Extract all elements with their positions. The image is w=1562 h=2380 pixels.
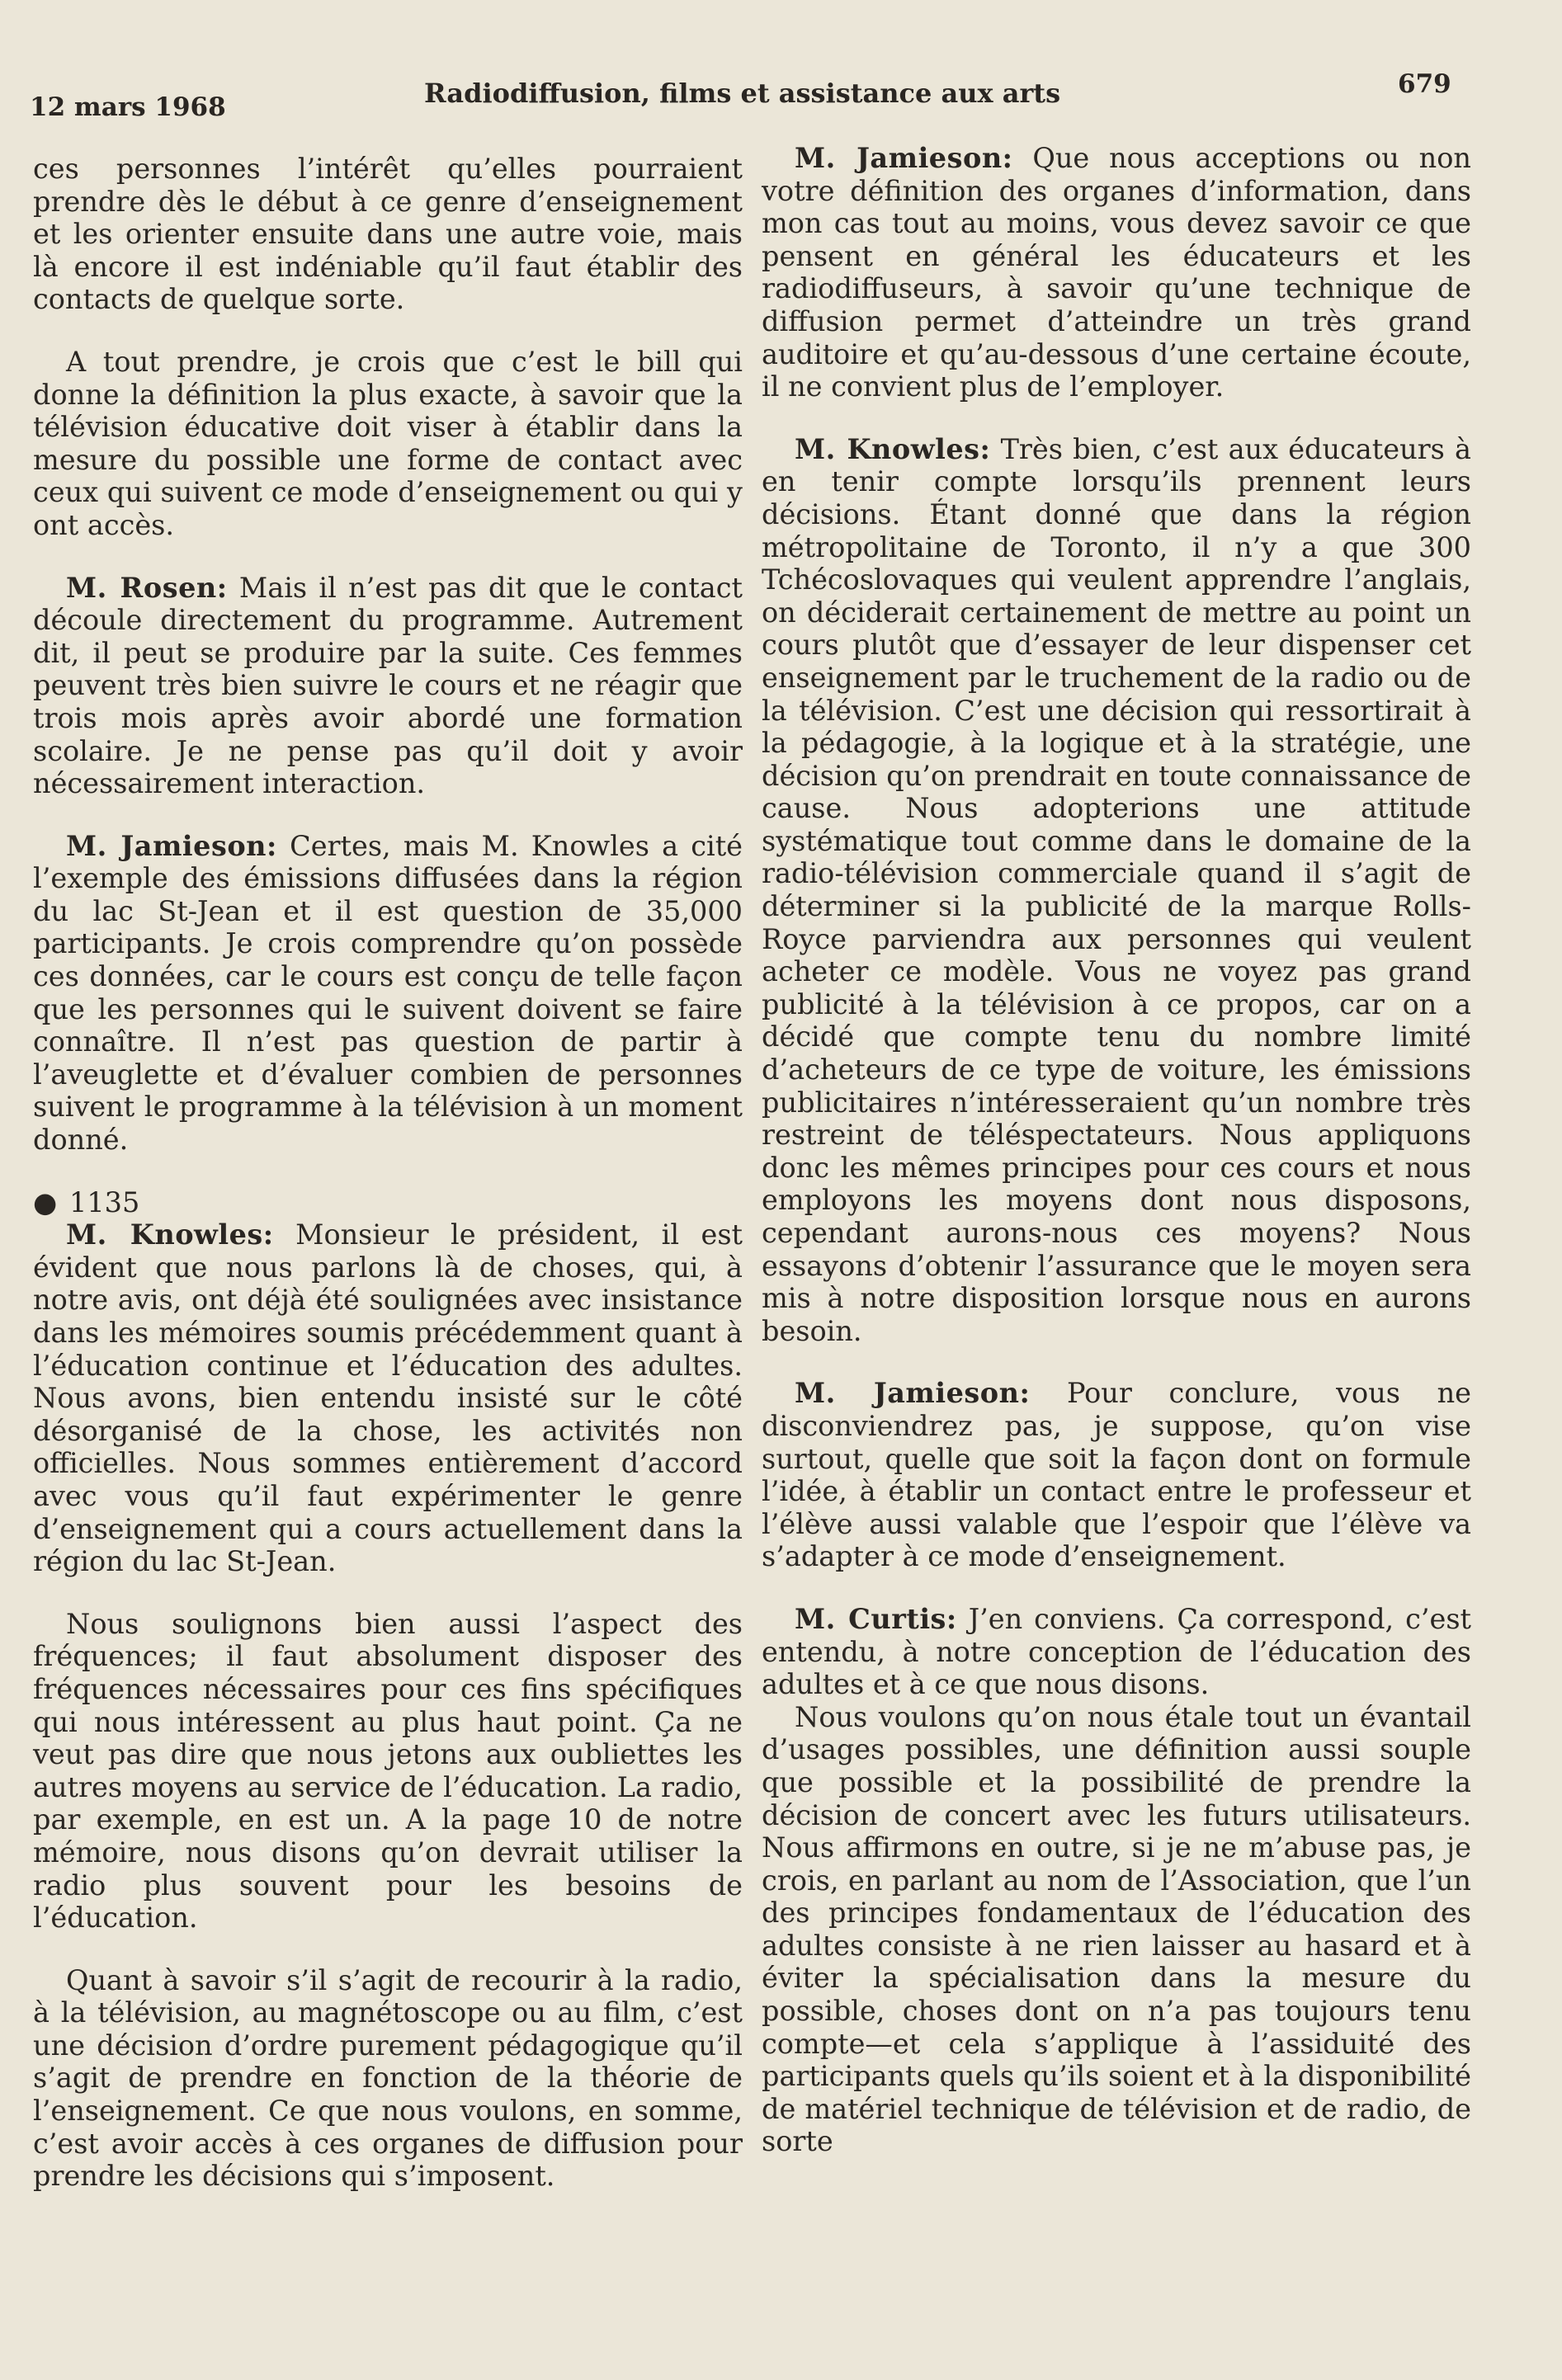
paragraph <box>762 1603 1471 1701</box>
paragraph-text: Quant à savoir s’il s’agit de recourir à la radio, à la télévision, au magnétoscope ou au film, c’est une décision d’ordre purement pédagogique qu’il s’agit de prendre en fonction de la théorie de l’enseignement. Ce que nous voulons, en somme, c’est avoir accès à ces organes de diffusion pour prendre les décisions qui s’imposent. <box>33 1963 743 2193</box>
paragraph-text: Monsieur le président, il est évident que nous parlons là de choses, qui, à notre avis, ont déjà été soulignées avec insistance dans les mémoires soumis précédemment quant à l’éducation continue et l’éducation des adultes. Nous avons, bien entendu insisté sur le côté désorganisé de la chose, les activités non officielles. Nous sommes entièrement d’accord avec vous qu’il faut expérimenter le genre d’enseignement qui a cours actuellement dans la région du lac St-Jean. <box>33 1218 743 1578</box>
paragraph-text: J’en conviens. Ça correspond, c’est entendu, à notre conception de l’éducation des adultes et à ce que nous disons. <box>762 1602 1471 1701</box>
paragraph-text: ces personnes l’intérêt qu’elles pourraient prendre dès le début à ce genre d’enseignement et les orienter ensuite dans une autre voie, mais là encore il est indéniable qu’il faut établir des contacts de quelque sorte. <box>33 153 743 316</box>
time-marker <box>33 1186 743 1219</box>
time-marker-label: 1135 <box>69 1185 140 1218</box>
left-column <box>33 153 743 2222</box>
bullet-icon: ● <box>33 1185 58 1218</box>
paragraph <box>762 142 1471 403</box>
paragraph <box>762 433 1471 1348</box>
paragraph-text: Certes, mais M. Knowles a cité l’exemple des émissions diffusées dans la région du lac St-Jean et il est question de 35,000 participants. Je crois comprendre qu’on possède ces données, car le cours est conçu de telle façon que les personnes qui le suivent doivent se faire connaître. Il n’est pas question de partir à l’aveuglette et d’évaluer combien de personnes suivent le programme à la télévision à un moment donné. <box>33 829 743 1157</box>
paragraph-text: Mais il n’est pas dit que le contact découle directement du programme. Autrement dit, il peut se produire par la suite. Ces femmes peuvent très bien suivre le cours et ne réagir que trois mois après avoir abordé une formation scolaire. Je ne pense pas qu’il doit y avoir nécessairement interaction. <box>33 571 743 800</box>
paragraph <box>33 1964 743 2193</box>
speaker-name: M. Rosen: <box>66 571 228 604</box>
header-title: Radiodiffusion, films et assistance aux arts <box>424 78 1061 109</box>
paragraph <box>33 830 743 1157</box>
page-number: 679 <box>1398 69 1451 99</box>
paragraph-text: Pour conclure, vous ne disconviendrez pas, je suppose, qu’on vise surtout, quelle que soit la façon dont on formule l’idée, à établir un contact entre le professeur et l’élève aussi valable que l’espoir que l’élève va s’adapter à ce mode d’enseignement. <box>762 1377 1471 1573</box>
paragraph <box>33 572 743 800</box>
header-date: 12 mars 1968 <box>30 92 226 122</box>
paragraph-text: Que nous acceptions ou non votre définition des organes d’information, dans mon cas tout au moins, vous devez savoir ce que pensent en général les éducateurs et les radiodiffuseurs, à savoir qu’une technique de diffusion permet d’atteindre un très grand auditoire et qu’au-dessous d’une certaine écoute, il ne convient plus de l’employer. <box>762 142 1471 403</box>
speaker-name: M. Jamieson: <box>66 829 277 862</box>
paragraph-text: Très bien, c’est aux éducateurs à en tenir compte lorsqu’ils prennent leurs décisions. Étant donné que dans la région métropolitaine de Toronto, il n’y a que 300 Tchécoslovaques qui veulent apprendre l’anglais, on déciderait certainement de mettre au point un cours plutôt que d’essayer de leur dispenser cet enseignement par le truchement de la radio ou de la télévision. C’est une décision qui ressortirait à la pédagogie, à la logique et à la stratégie, une décision qu’on prendrait en toute connaissance de cause. Nous adopterions une attitude systématique tout comme dans le domaine de la radio-télévision commerciale quand il s’agit de déterminer si la publicité de la marque Rolls-Royce parviendra aux personnes qui veulent acheter ce modèle. Vous ne voyez pas grand publicité à la télévision à ce propos, car on a décidé que compte tenu du nombre limité d’acheteurs de ce type de voiture, les émissions publicitaires n’intéresseraient qu’un nombre très restreint de téléspectateurs. Nous appliquons donc les mêmes principes pour ces cours et nous employons les moyens dont nous disposons, cependant aurons-nous ces moyens? Nous essayons d’obtenir l’assurance que le moyen sera mis à notre disposition lorsque nous en aurons besoin. <box>762 432 1471 1347</box>
paragraph <box>33 1608 743 1935</box>
paragraph <box>33 153 743 316</box>
speaker-name: M. Jamieson: <box>795 1377 1031 1410</box>
paragraph <box>33 1218 743 1578</box>
right-column <box>762 142 1471 2158</box>
paragraph <box>33 346 743 542</box>
paragraph <box>762 1377 1471 1573</box>
paragraph-text: Nous soulignons bien aussi l’aspect des fréquences; il faut absolument disposer des fréquences nécessaires pour ces fins spécifiques qui nous intéressent au plus haut point. Ça ne veut pas dire que nous jetons aux oubliettes les autres moyens au service de l’éducation. La radio, par exemple, en est un. A la page 10 de notre mémoire, nous disons qu’on devrait utiliser la radio plus souvent pour les besoins de l’éducation. <box>33 1607 743 1935</box>
speaker-name: M. Knowles: <box>795 432 991 465</box>
speaker-name: M. Knowles: <box>66 1218 274 1251</box>
running-header <box>28 68 1451 125</box>
speaker-name: M. Jamieson: <box>795 142 1013 174</box>
paragraph-text: Nous voulons qu’on nous étale tout un évantail d’usages possibles, une définition aussi souple que possible et la possibilité de prendre la décision de concert avec les futurs utilisateurs. Nous affirmons en outre, si je ne m’abuse pas, je crois, en parlant au nom de l’Association, que l’un des principes fondamentaux de l’éducation des adultes consiste à ne rien laisser au hasard et à éviter la spécialisation dans la mesure du possible, choses dont on n’a pas toujours tenu compte—et cela s’applique à l’assiduité des participants quels qu’ils soient et à la disponibilité de matériel technique de télévision et de radio, de sorte <box>762 1700 1471 2158</box>
paragraph-text: A tout prendre, je crois que c’est le bill qui donne la définition la plus exacte, à savoir que la télévision éducative doit viser à établir dans la mesure du possible une forme de contact avec ceux qui suivent ce mode d’enseignement ou qui y ont accès. <box>33 345 743 541</box>
speaker-name: M. Curtis: <box>795 1602 957 1635</box>
paragraph <box>762 1701 1471 2158</box>
